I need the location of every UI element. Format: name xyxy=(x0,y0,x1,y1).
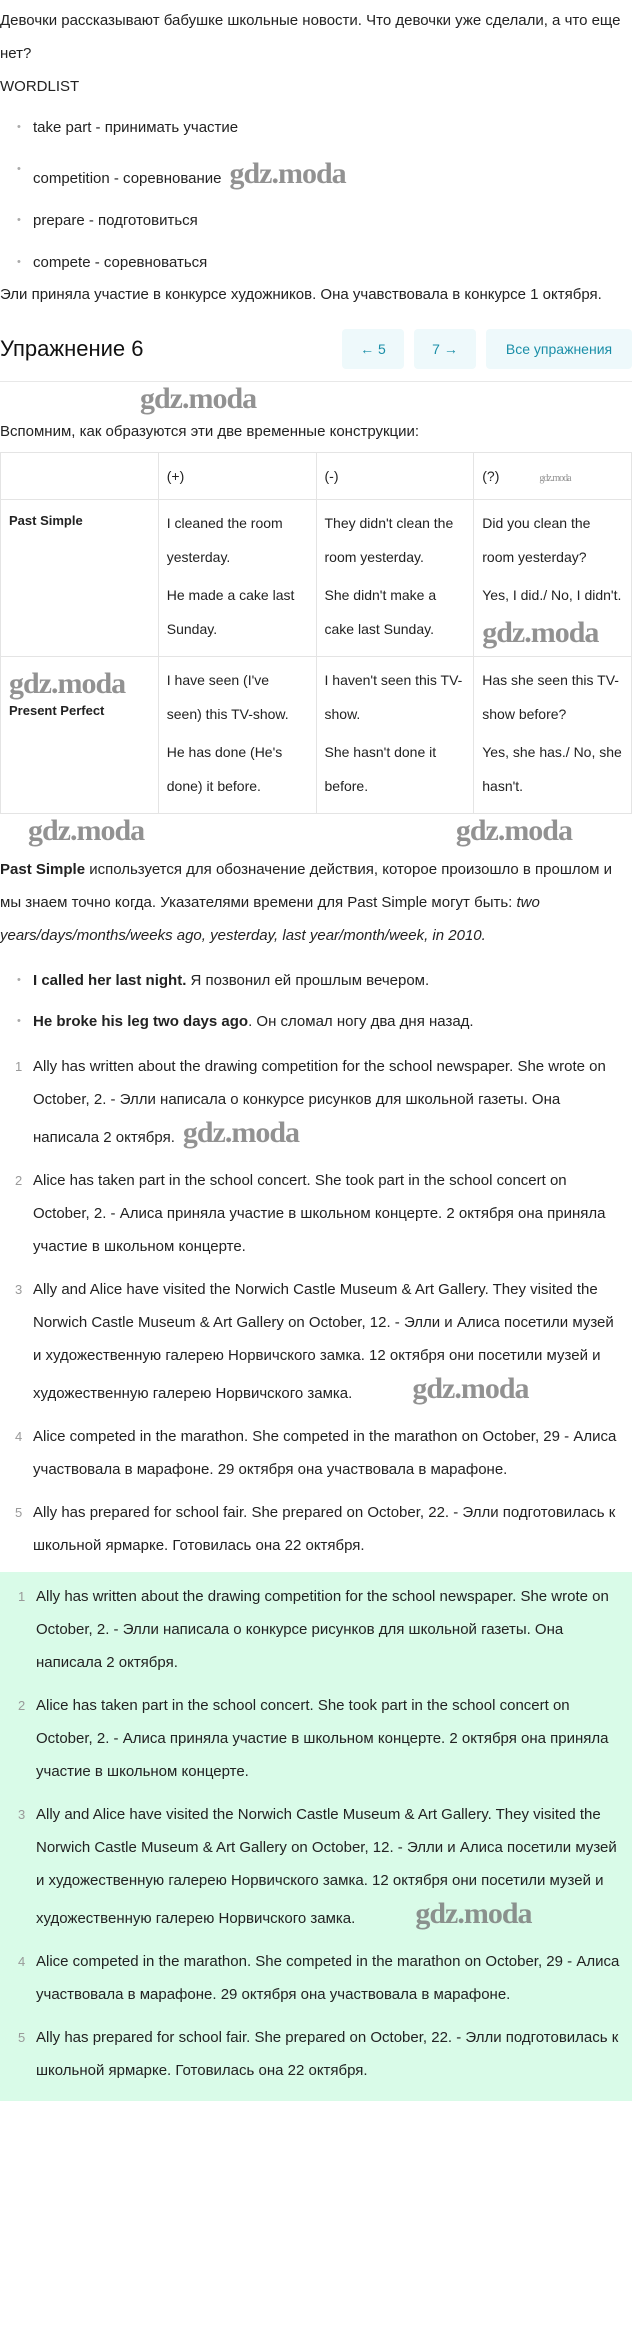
cell-text: She hasn't done it before. xyxy=(324,744,437,794)
item-number: 2 xyxy=(18,1698,26,1713)
table-cell xyxy=(316,657,474,814)
answer-text: Ally and Alice have visited the Norwich Castle Museum & Art Gallery. They visited the Norwich Castle Museum & Art Gallery on October, 12. - Элли и Алиса посетили музей и художественную галерею Норвичского замка. 12 октября они посетили музей и художественную галерею Норвичского замка. xyxy=(36,1806,617,1927)
item-number: 5 xyxy=(18,2030,26,2045)
header-text: (?) xyxy=(482,468,500,484)
item-number: 4 xyxy=(15,1429,23,1444)
item-number: 1 xyxy=(18,1589,26,1604)
watermark: gdz.moda xyxy=(28,814,145,847)
table-header xyxy=(1,453,159,500)
table-cell xyxy=(316,500,474,657)
table-header: (+) xyxy=(158,453,316,500)
cell-text: I haven't seen this TV-show. xyxy=(324,672,463,722)
lead-text: Вспомним, как образуются эти две временные конструкции: xyxy=(0,423,420,440)
watermark: gdz.moda xyxy=(415,1897,532,1930)
answer-text: Alice has taken part in the school concert. She took part in the school concert on October, 2. - Алиса приняла участие в школьном концерте. 2 октября она приняла участие в школьном концерте. xyxy=(33,1172,606,1255)
word-text: competition - соревнование xyxy=(33,170,222,187)
list-item xyxy=(15,1420,624,1486)
prev-exercise-button[interactable]: ← 5 xyxy=(342,329,404,369)
list-item xyxy=(33,157,632,191)
watermark: gdz.moda xyxy=(140,382,257,415)
explanation xyxy=(0,853,632,952)
row-label: Past Simple xyxy=(1,500,159,657)
all-exercises-button[interactable]: Все упражнения xyxy=(486,329,632,369)
answer-text: Ally and Alice have visited the Norwich Castle Museum & Art Gallery. They visited the Norwich Castle Museum & Art Gallery on October, 12. - Элли и Алиса посетили музей и художественную галерею Норвичского замка. 12 октября они посетили музей и художественную галерею Норвичского замка. xyxy=(33,1281,614,1402)
cell-text: He has done (He's done) it before. xyxy=(166,744,283,794)
cell-text: I have seen (I've seen) this TV-show. xyxy=(166,672,289,722)
cell-text: Has she seen this TV-show before? xyxy=(482,672,619,722)
item-number: 5 xyxy=(15,1505,23,1520)
cell-text: Did you clean the room yesterday? xyxy=(482,515,591,565)
list-item xyxy=(33,1009,632,1034)
question-text: Девочки рассказывают бабушке школьные новости. Что девочки уже сделали, а что еще нет? xyxy=(0,12,621,62)
example-ru: . Он сломал ногу два дня назад. xyxy=(248,1013,474,1030)
table-row xyxy=(1,657,632,814)
intro xyxy=(0,0,632,311)
table-cell xyxy=(474,657,632,814)
example-ru: Я позвонил ей прошлым вечером. xyxy=(186,972,430,989)
next-exercise-button[interactable]: 7 → xyxy=(414,329,476,369)
answers-list-highlighted xyxy=(3,1580,632,2087)
watermark-row xyxy=(0,382,632,415)
wordlist xyxy=(0,115,632,275)
word-text: prepare - подготовиться xyxy=(33,212,198,229)
answer-text: Ally has written about the drawing competition for the school newspaper. She wrote on October, 2. - Элли написала о конкурсе рисунков для школьной газеты. Она написала 2 октября. xyxy=(36,1588,609,1671)
exercise-header xyxy=(0,327,632,382)
list-item xyxy=(15,1273,624,1410)
word-text: take part - принимать участие xyxy=(33,119,239,136)
table-row xyxy=(1,453,632,500)
item-number: 4 xyxy=(18,1954,26,1969)
list-item xyxy=(18,1689,624,1788)
watermark: gdz.moda xyxy=(455,814,572,847)
word-text: compete - соревноваться xyxy=(33,254,208,271)
item-number: 1 xyxy=(15,1059,23,1074)
watermark: gdz.moda xyxy=(412,1372,529,1405)
example-en: I called her last night. xyxy=(33,972,187,989)
item-number: 3 xyxy=(15,1282,23,1297)
list-item xyxy=(15,1050,624,1154)
answer-text: Alice competed in the marathon. She competed in the marathon on October, 29 - Алиса участвовала в марафоне. 29 октября она участвовала в марафоне. xyxy=(33,1428,617,1478)
example-en: He broke his leg two days ago xyxy=(33,1013,249,1030)
list-item xyxy=(18,1945,624,2011)
cell-text: He made a cake last Sunday. xyxy=(166,587,295,637)
explanation-text: используется для обозначение действия, которое произошло в прошлом и мы знаем точно когда. Указателями времени для Past Simple могут быть: xyxy=(0,861,613,911)
example-text: Эли приняла участие в конкурсе художников. Она учавствовала в конкурсе 1 октября. xyxy=(0,286,602,303)
time-markers: two years/days/months/weeks ago, yesterday, last year/month/week, in 2010. xyxy=(0,894,540,944)
answer-text: Ally has prepared for school fair. She prepared on October, 22. - Элли подготовилась к школьной ярмарке. Готовилась она 22 октября. xyxy=(36,2029,619,2079)
wordlist-label: WORDLIST xyxy=(0,78,80,95)
answer-text: Ally has written about the drawing competition for the school newspaper. She wrote on October, 2. - Элли написала о конкурсе рисунков для школьной газеты. Она написала 2 октября. xyxy=(33,1058,606,1146)
list-item xyxy=(18,1580,624,1679)
watermark: gdz.moda xyxy=(182,1116,300,1149)
list-item xyxy=(33,115,632,140)
watermark: gdz.moda xyxy=(482,616,599,649)
examples-list xyxy=(0,968,632,1034)
grammar-table xyxy=(0,452,632,814)
cell-text: I cleaned the room yesterday. xyxy=(166,515,283,565)
list-item xyxy=(33,208,632,233)
cell-text: Yes, I did./ No, I didn't. xyxy=(482,587,622,603)
list-item xyxy=(15,1164,624,1263)
list-item xyxy=(18,2021,624,2087)
table-header: (-) xyxy=(316,453,474,500)
cell-text: They didn't clean the room yesterday. xyxy=(324,515,454,565)
page-title: Упражнение 6 xyxy=(0,336,144,361)
row-label xyxy=(1,657,159,814)
cell-text: Yes, she has./ No, she hasn't. xyxy=(482,744,622,794)
list-item xyxy=(33,250,632,275)
list-item xyxy=(15,1496,624,1562)
answer-text: Alice competed in the marathon. She competed in the marathon on October, 29 - Алиса участвовала в марафоне. 29 октября она участвовала в марафоне. xyxy=(36,1953,620,2003)
watermark: gdz.moda xyxy=(539,473,571,484)
answers-list xyxy=(0,1050,632,1562)
term: Past Simple xyxy=(0,861,86,878)
item-number: 2 xyxy=(15,1173,23,1188)
item-number: 3 xyxy=(18,1807,26,1822)
table-cell xyxy=(158,657,316,814)
watermark-row xyxy=(0,814,632,847)
table-header xyxy=(474,453,632,500)
list-item xyxy=(33,968,632,993)
table-cell xyxy=(158,500,316,657)
list-item xyxy=(18,1798,624,1935)
watermark: gdz.moda xyxy=(9,667,126,700)
watermark: gdz.moda xyxy=(229,157,346,190)
row-label-text: Present Perfect xyxy=(9,703,105,718)
answer-text: Alice has taken part in the school concert. She took part in the school concert on October, 2. - Алиса приняла участие в школьном концерте. 2 октября она приняла участие в школьном концерте. xyxy=(36,1697,609,1780)
table-cell xyxy=(474,500,632,657)
table-row xyxy=(1,500,632,657)
answer-box xyxy=(0,1572,632,2101)
cell-text: She didn't make a cake last Sunday. xyxy=(324,587,437,637)
answer-text: Ally has prepared for school fair. She prepared on October, 22. - Элли подготовилась к школьной ярмарке. Готовилась она 22 октября. xyxy=(33,1504,616,1554)
